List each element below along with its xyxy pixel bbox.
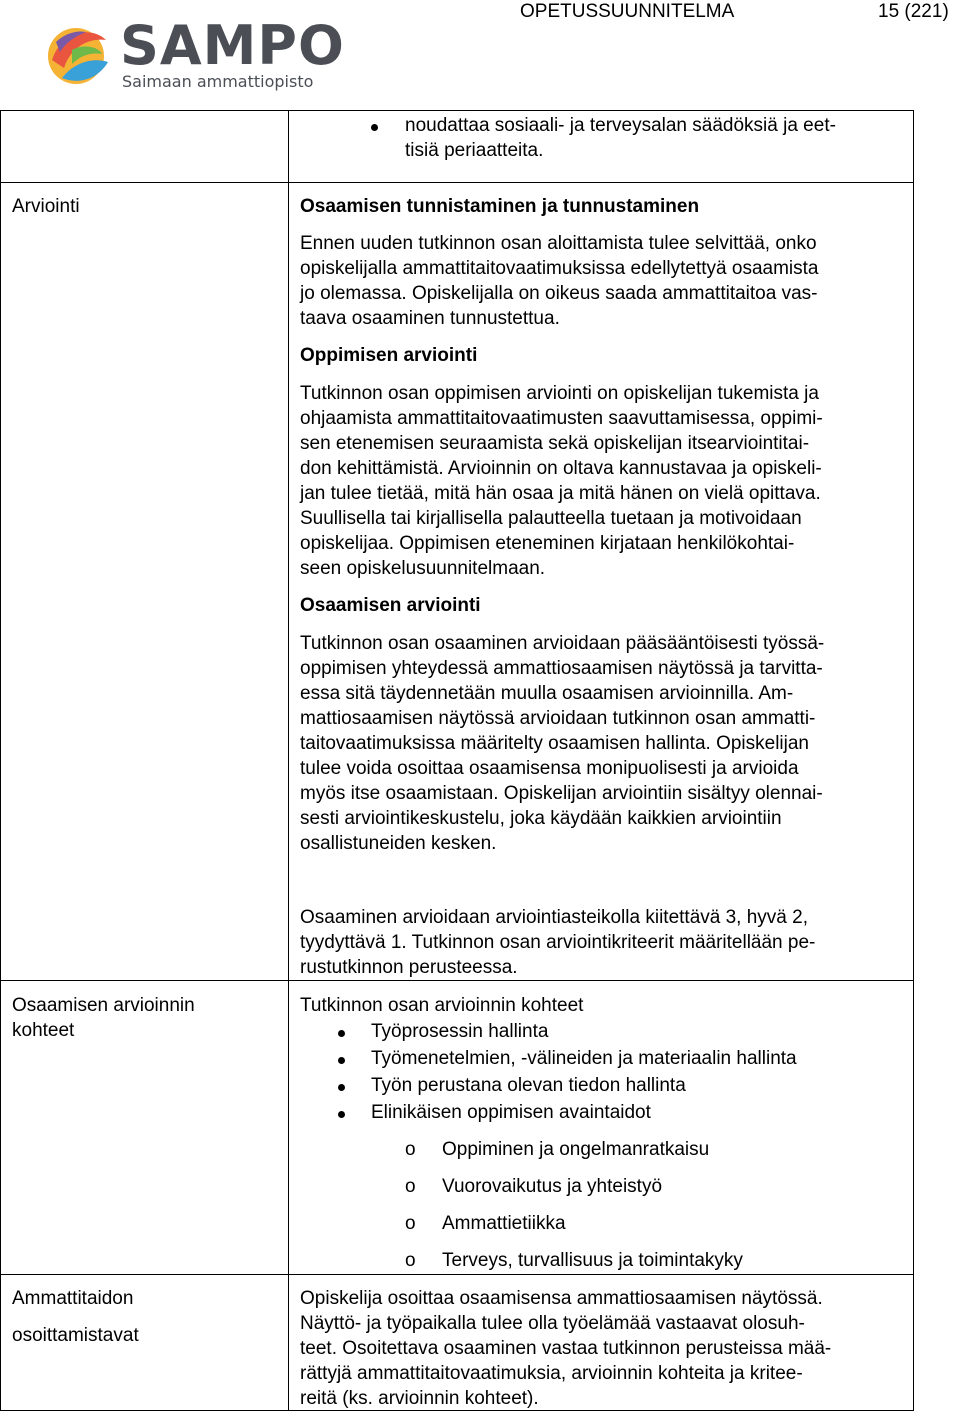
bullet-icon (338, 1111, 345, 1118)
paragraph-line: ohjaamista ammattitaitovaatimusten saavuttamisessa, oppimi- (300, 408, 823, 429)
table-border-right (913, 110, 914, 1411)
page-number: 15 (221) (878, 1, 949, 22)
sub-bullet-marker: o (405, 1176, 416, 1197)
bullet-text-line: noudattaa sosiaali- ja terveysalan säädöksiä ja eet- (405, 115, 836, 136)
paragraph-line: rättyjä ammattitaitovaatimuksia, arvioinnin kohteita ja kritee- (300, 1363, 803, 1384)
bullet-icon (371, 124, 378, 131)
paragraph-line: seen opiskelusuunnitelmaan. (300, 558, 546, 579)
list-item: Työmenetelmien, -välineiden ja materiaalin hallinta (371, 1048, 797, 1069)
paragraph-line: tyydyttävä 1. Tutkinnon osan arviointikriteerit määritellään pe- (300, 932, 816, 953)
paragraph-line: sen etenemisen seuraamista sekä opiskelijan itsearviointitai- (300, 433, 810, 454)
sub-list-item: Vuorovaikutus ja yhteistyö (442, 1176, 663, 1197)
paragraph-line: jan tulee tietää, mitä hän osaa ja mitä hänen on vielä opittava. (300, 483, 821, 504)
logo-subtitle: Saimaan ammattiopisto (122, 72, 314, 91)
paragraph-line: taava osaaminen tunnustettua. (300, 308, 560, 329)
list-item: Elinikäisen oppimisen avaintaidot (371, 1102, 651, 1123)
sub-bullet-marker: o (405, 1250, 416, 1271)
paragraph-line: Osaaminen arvioidaan arviointiasteikolla kiitettävä 3, hyvä 2, (300, 907, 808, 928)
paragraph-line: teet. Osoitettava osaaminen vastaa tutkinnon perusteissa mää- (300, 1338, 832, 1359)
bullet-icon (338, 1057, 345, 1064)
paragraph-line: Tutkinnon osan osaaminen arvioidaan pääsääntöisesti työssä- (300, 633, 825, 654)
paragraph-line: Tutkinnon osan oppimisen arviointi on opiskelijan tukemista ja (300, 383, 819, 404)
paragraph-line: don kehittämistä. Arvioinnin on oltava kannustavaa ja opiskeli- (300, 458, 822, 479)
row-label-osoittamistavat: osoittamistavat (12, 1325, 139, 1346)
row-label-osoittamistavat: Ammattitaidon (12, 1288, 134, 1309)
list-item: Työprosessin hallinta (371, 1021, 549, 1042)
bullet-text-line: tisiä periaatteita. (405, 140, 544, 161)
paragraph-line: sesti arviointikeskustelu, joka käydään kaikkien arviointiin (300, 808, 782, 829)
paragraph-line: Ennen uuden tutkinnon osan aloittamista tulee selvittää, onko (300, 233, 817, 254)
table-rule (0, 182, 914, 183)
paragraph-line: reitä (ks. arvioinnin kohteet). (300, 1388, 539, 1409)
sampo-logo (42, 14, 345, 100)
list-item: Työn perustana olevan tiedon hallinta (371, 1075, 686, 1096)
sub-bullet-marker: o (405, 1139, 416, 1160)
section-heading: Osaamisen arviointi (300, 595, 481, 616)
paragraph-line: Opiskelija osoittaa osaamisensa ammattiosaamisen näytössä. (300, 1288, 823, 1309)
row-label-kohteet: Osaamisen arvioinnin (12, 995, 195, 1016)
sub-list-item: Terveys, turvallisuus ja toimintakyky (442, 1250, 743, 1271)
bullet-icon (338, 1030, 345, 1037)
document-title: OPETUSSUUNNITELMA (520, 1, 735, 22)
paragraph-line: myös itse osaamistaan. Opiskelijan arviointiin sisältyy olennai- (300, 783, 823, 804)
paragraph-line: Suullisella tai kirjallisella palautteella tuetaan ja motivoidaan (300, 508, 802, 529)
paragraph-line: oppimisen yhteydessä ammattiosaamisen näytössä ja tarvitta- (300, 658, 823, 679)
row-label-arviointi: Arviointi (12, 196, 80, 217)
paragraph-line: osallistuneiden kesken. (300, 833, 497, 854)
paragraph-line: opiskelijaa. Oppimisen eteneminen kirjataan henkilökohtai- (300, 533, 795, 554)
table-column-divider (288, 110, 289, 1411)
paragraph-line: tulee voida osoittaa osaamisensa monipuolisesti ja arvioida (300, 758, 799, 779)
table-rule (0, 1274, 914, 1275)
sub-list-item: Oppiminen ja ongelmanratkaisu (442, 1139, 710, 1160)
section-heading: Oppimisen arviointi (300, 345, 478, 366)
row-label-kohteet: kohteet (12, 1020, 75, 1041)
paragraph-line: essa sitä täydennetään muulla osaamisen arvioinnilla. Am- (300, 683, 794, 704)
paragraph-line: mattiosaamisen näytössä arvioidaan tutkinnon osan ammatti- (300, 708, 816, 729)
bullet-icon (338, 1084, 345, 1091)
section-heading: Osaamisen tunnistaminen ja tunnustaminen (300, 196, 700, 217)
sampo-logo-icon (42, 20, 114, 92)
paragraph-line: opiskelijalla ammattitaitovaatimuksissa edellytettyä osaamista (300, 258, 819, 279)
sub-list-item: Ammattietiikka (442, 1213, 566, 1234)
kohteet-title: Tutkinnon osan arvioinnin kohteet (300, 995, 584, 1016)
paragraph-line: jo olemassa. Opiskelijalla on oikeus saada ammattitaitoa vas- (300, 283, 818, 304)
sub-bullet-marker: o (405, 1213, 416, 1234)
paragraph-line: rustutkinnon perusteessa. (300, 957, 518, 978)
paragraph-line: Näyttö- ja työpaikalla tulee olla työelämää vastaavat olosuh- (300, 1313, 805, 1334)
table-border-top (0, 110, 914, 111)
paragraph-line: taitovaatimuksissa määritelty osaamisen hallinta. Opiskelijan (300, 733, 810, 754)
table-border-left (0, 110, 1, 1411)
table-rule (0, 980, 914, 981)
logo-wordmark: SAMPO (120, 14, 345, 77)
